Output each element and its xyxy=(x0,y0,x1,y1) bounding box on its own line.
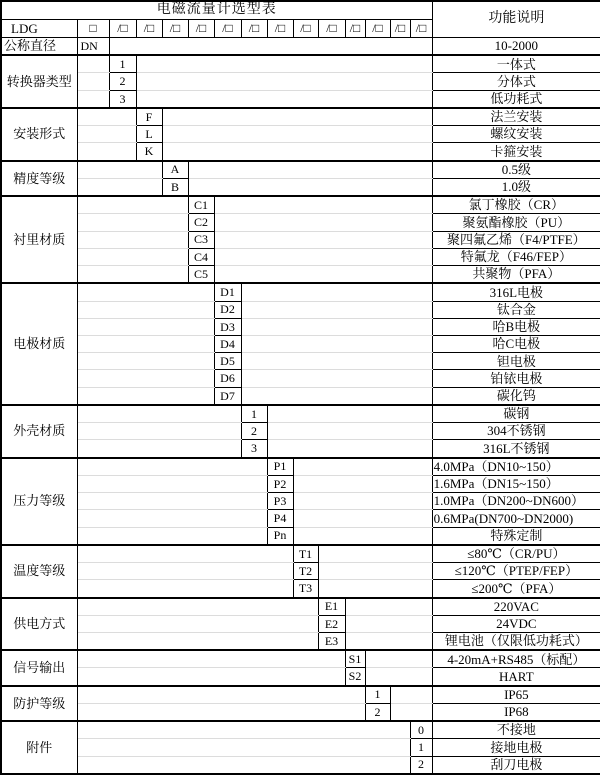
option-desc: 共聚物（PFA） xyxy=(432,266,600,284)
grid-spacer xyxy=(136,73,432,90)
option-desc: 316L电极 xyxy=(432,283,600,301)
grid-spacer xyxy=(77,739,410,756)
option-code: C1 xyxy=(188,196,214,214)
grid-spacer xyxy=(214,214,432,231)
grid-spacer xyxy=(77,405,241,423)
option-desc: 304不锈钢 xyxy=(432,423,600,440)
option-code: D7 xyxy=(214,387,241,405)
option-desc: 卡箍安装 xyxy=(432,143,600,161)
grid-spacer xyxy=(293,458,432,476)
grid-spacer xyxy=(162,143,432,161)
grid-spacer xyxy=(188,161,432,179)
option-desc: 0.6MPa(DN700~DN2000) xyxy=(432,510,600,527)
option-desc: 接地电极 xyxy=(432,739,600,756)
option-desc: IP68 xyxy=(432,703,600,721)
grid-spacer xyxy=(241,318,432,335)
grid-spacer xyxy=(77,563,293,580)
option-desc: 氯丁橡胶（CR） xyxy=(432,196,600,214)
option-code: C3 xyxy=(188,231,214,248)
grid-spacer xyxy=(77,527,267,545)
option-code: T1 xyxy=(293,545,318,563)
grid-spacer xyxy=(77,318,214,335)
section-label-electrode: 电极材质 xyxy=(1,283,77,405)
option-desc: 1.6MPa（DN15~150） xyxy=(432,475,600,492)
grid-spacer xyxy=(77,458,267,476)
grid-spacer xyxy=(77,598,318,616)
option-code: Pn xyxy=(267,527,293,545)
option-code: 2 xyxy=(241,423,267,440)
grid-spacer xyxy=(77,370,214,387)
grid-spacer xyxy=(390,686,432,704)
option-code: D4 xyxy=(214,335,241,352)
option-code: D1 xyxy=(214,283,241,301)
grid-spacer xyxy=(77,143,136,161)
option-code: T2 xyxy=(293,563,318,580)
model-code-slot: /□ xyxy=(410,20,432,38)
section-label-converter: 转换器类型 xyxy=(1,55,77,108)
model-code-slot: /□ xyxy=(365,20,390,38)
model-base-slot: □ xyxy=(77,20,109,38)
option-code: 1 xyxy=(241,405,267,423)
option-code: 2 xyxy=(410,756,432,774)
grid-spacer xyxy=(77,423,241,440)
grid-spacer xyxy=(77,650,345,668)
option-code: 0 xyxy=(410,721,432,739)
grid-spacer xyxy=(267,405,432,423)
option-code: 3 xyxy=(241,440,267,458)
option-code: E2 xyxy=(318,615,345,632)
option-desc: 钽电极 xyxy=(432,353,600,370)
section-label-lining: 衬里材质 xyxy=(1,196,77,283)
option-desc: 1.0MPa（DN200~DN600） xyxy=(432,493,600,510)
grid-spacer xyxy=(241,353,432,370)
grid-spacer xyxy=(77,668,345,686)
option-code: 1 xyxy=(365,686,390,704)
grid-spacer xyxy=(77,266,188,284)
grid-spacer xyxy=(77,126,136,143)
model-code-slot: /□ xyxy=(345,20,365,38)
grid-spacer xyxy=(214,231,432,248)
section-label-power-supply: 供电方式 xyxy=(1,598,77,651)
option-desc: 特殊定制 xyxy=(432,527,600,545)
model-code-slot: /□ xyxy=(293,20,318,38)
grid-spacer xyxy=(162,108,432,126)
section-label-installation: 安装形式 xyxy=(1,108,77,161)
model-code-slot: /□ xyxy=(162,20,188,38)
function-column-header: 功能说明 xyxy=(432,1,600,38)
model-code-slot: /□ xyxy=(214,20,241,38)
option-desc: 锂电池（仅限低功耗式） xyxy=(432,632,600,650)
grid-spacer xyxy=(241,370,432,387)
grid-spacer xyxy=(77,632,318,650)
grid-spacer xyxy=(77,440,241,458)
option-code: S2 xyxy=(345,668,365,686)
grid-spacer xyxy=(345,632,432,650)
option-desc: 0.5级 xyxy=(432,161,600,179)
option-desc: 一体式 xyxy=(432,55,600,73)
option-desc: ≤200℃（PFA） xyxy=(432,580,600,598)
option-desc: IP65 xyxy=(432,686,600,704)
grid-spacer xyxy=(77,283,214,301)
grid-spacer xyxy=(77,108,136,126)
grid-spacer xyxy=(241,387,432,405)
option-desc: 1.0级 xyxy=(432,178,600,196)
option-desc: ≤80℃（CR/PU） xyxy=(432,545,600,563)
option-code: B xyxy=(162,178,188,196)
option-desc: 10-2000 xyxy=(432,38,600,56)
grid-spacer xyxy=(77,196,188,214)
option-code: E3 xyxy=(318,632,345,650)
option-desc: 铂铱电极 xyxy=(432,370,600,387)
grid-spacer xyxy=(77,545,293,563)
option-desc: 碳钢 xyxy=(432,405,600,423)
grid-spacer xyxy=(136,55,432,73)
option-code: P2 xyxy=(267,475,293,492)
option-desc: 低功耗式 xyxy=(432,90,600,108)
section-label-pressure: 压力等级 xyxy=(1,458,77,545)
option-desc: 分体式 xyxy=(432,73,600,90)
grid-spacer xyxy=(318,563,432,580)
model-code-slot: /□ xyxy=(109,20,136,38)
option-desc: 哈B电极 xyxy=(432,318,600,335)
option-desc: 钛合金 xyxy=(432,301,600,318)
option-desc: 4-20mA+RS485（标配） xyxy=(432,650,600,668)
grid-spacer xyxy=(162,126,432,143)
grid-spacer xyxy=(77,178,162,196)
option-desc: 24VDC xyxy=(432,615,600,632)
option-desc: 碳化钨 xyxy=(432,387,600,405)
grid-spacer xyxy=(77,90,109,108)
table-title: 电磁流量计选型表 xyxy=(1,1,432,20)
grid-spacer xyxy=(77,335,214,352)
option-desc: 4.0MPa（DN10~150） xyxy=(432,458,600,476)
grid-spacer xyxy=(345,598,432,616)
grid-spacer xyxy=(241,301,432,318)
option-code: 2 xyxy=(365,703,390,721)
option-code: F xyxy=(136,108,162,126)
option-code: D5 xyxy=(214,353,241,370)
grid-spacer xyxy=(293,510,432,527)
grid-spacer xyxy=(77,615,318,632)
grid-spacer xyxy=(267,423,432,440)
model-code-slot: /□ xyxy=(136,20,162,38)
grid-spacer xyxy=(214,266,432,284)
grid-spacer xyxy=(77,55,109,73)
option-code: D6 xyxy=(214,370,241,387)
grid-spacer xyxy=(345,615,432,632)
option-code: P1 xyxy=(267,458,293,476)
option-desc: 特氟龙（F46/FEP） xyxy=(432,248,600,265)
grid-spacer xyxy=(77,231,188,248)
grid-spacer xyxy=(318,545,432,563)
grid-spacer xyxy=(293,493,432,510)
model-prefix: LDG xyxy=(1,20,77,38)
option-code: P3 xyxy=(267,493,293,510)
model-code-slot: /□ xyxy=(390,20,410,38)
option-code: T3 xyxy=(293,580,318,598)
grid-spacer xyxy=(188,178,432,196)
grid-spacer xyxy=(77,703,365,721)
option-desc: 220VAC xyxy=(432,598,600,616)
option-code: K xyxy=(136,143,162,161)
option-code: E1 xyxy=(318,598,345,616)
option-desc: 不接地 xyxy=(432,721,600,739)
option-code: C2 xyxy=(188,214,214,231)
option-code: 1 xyxy=(410,739,432,756)
option-code: D3 xyxy=(214,318,241,335)
option-desc: 刮刀电极 xyxy=(432,756,600,774)
option-desc: HART xyxy=(432,668,600,686)
model-code-slot: /□ xyxy=(267,20,293,38)
grid-spacer xyxy=(77,493,267,510)
option-desc: 316L不锈钢 xyxy=(432,440,600,458)
grid-spacer xyxy=(77,756,410,774)
grid-spacer xyxy=(77,686,365,704)
section-label-diameter: 公称直径 xyxy=(1,38,77,56)
grid-spacer xyxy=(77,161,162,179)
grid-spacer xyxy=(214,196,432,214)
section-label-temperature: 温度等级 xyxy=(1,545,77,598)
option-code: S1 xyxy=(345,650,365,668)
option-code: D2 xyxy=(214,301,241,318)
grid-spacer xyxy=(77,475,267,492)
grid-spacer xyxy=(77,510,267,527)
option-desc: ≤120℃（PTEP/FEP） xyxy=(432,563,600,580)
grid-spacer xyxy=(77,353,214,370)
grid-spacer xyxy=(77,387,214,405)
grid-spacer xyxy=(365,650,432,668)
section-label-accessory: 附件 xyxy=(1,721,77,774)
grid-spacer xyxy=(318,580,432,598)
grid-spacer xyxy=(77,721,410,739)
section-label-signal-output: 信号输出 xyxy=(1,650,77,685)
option-desc: 哈C电极 xyxy=(432,335,600,352)
option-code: L xyxy=(136,126,162,143)
grid-spacer xyxy=(77,580,293,598)
option-code: 1 xyxy=(109,55,136,73)
option-code: C5 xyxy=(188,266,214,284)
grid-spacer xyxy=(77,248,188,265)
grid-spacer xyxy=(267,440,432,458)
option-desc: 聚四氟乙烯（F4/PTFE） xyxy=(432,231,600,248)
grid-spacer xyxy=(77,214,188,231)
option-code: DN xyxy=(77,38,109,56)
grid-spacer xyxy=(109,38,432,56)
option-code: 2 xyxy=(109,73,136,90)
section-label-protection: 防护等级 xyxy=(1,686,77,721)
model-code-slot: /□ xyxy=(188,20,214,38)
section-label-accuracy: 精度等级 xyxy=(1,161,77,196)
grid-spacer xyxy=(136,90,432,108)
option-code: P4 xyxy=(267,510,293,527)
model-code-slot: /□ xyxy=(318,20,345,38)
option-code: 3 xyxy=(109,90,136,108)
grid-spacer xyxy=(77,301,214,318)
section-label-housing: 外壳材质 xyxy=(1,405,77,458)
model-code-slot: /□ xyxy=(241,20,267,38)
grid-spacer xyxy=(293,475,432,492)
grid-spacer xyxy=(214,248,432,265)
grid-spacer xyxy=(365,668,432,686)
grid-spacer xyxy=(77,73,109,90)
grid-spacer xyxy=(241,335,432,352)
option-desc: 法兰安装 xyxy=(432,108,600,126)
grid-spacer xyxy=(390,703,432,721)
option-desc: 螺纹安装 xyxy=(432,126,600,143)
option-code: C4 xyxy=(188,248,214,265)
option-desc: 聚氨酯橡胶（PU） xyxy=(432,214,600,231)
grid-spacer xyxy=(293,527,432,545)
option-code: A xyxy=(162,161,188,179)
grid-spacer xyxy=(241,283,432,301)
